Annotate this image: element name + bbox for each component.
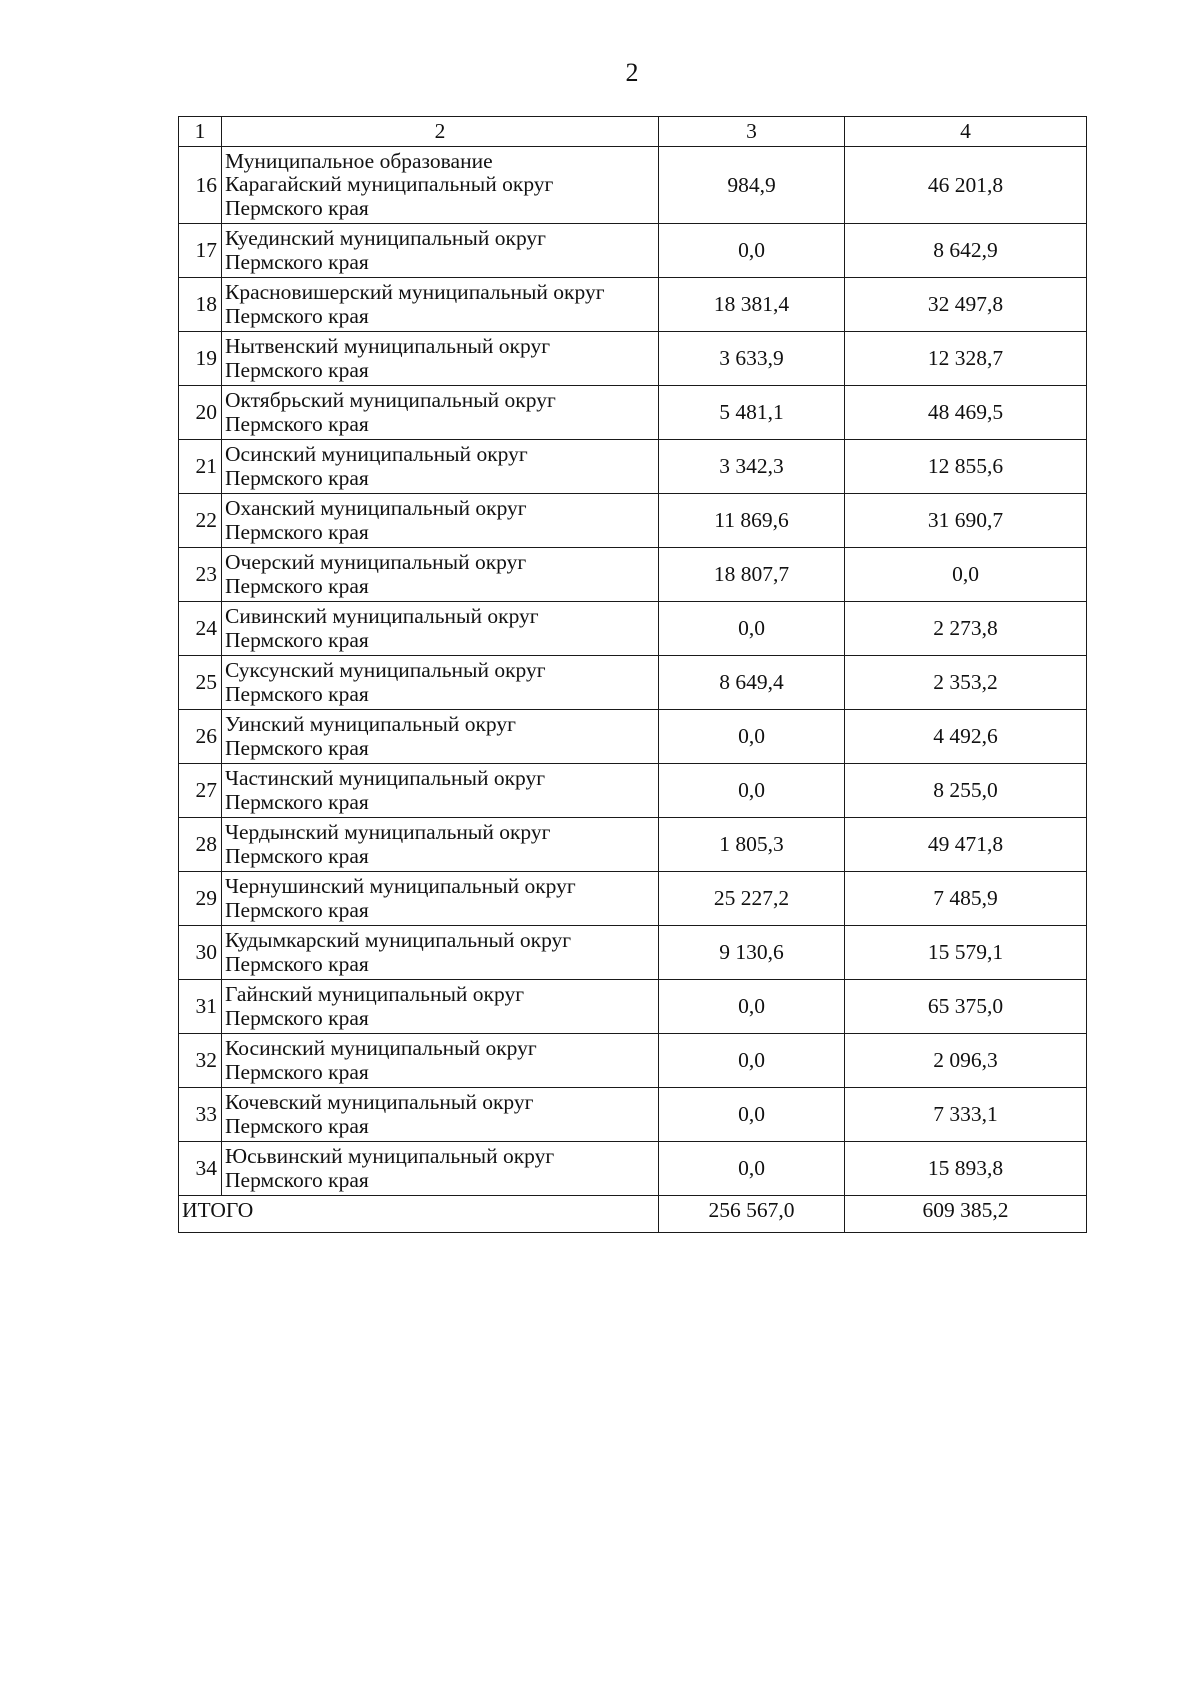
column-3-value: 9 130,6 (659, 926, 845, 980)
table-row (179, 656, 1087, 710)
row-number: 25 (179, 656, 222, 710)
municipality-name-line: Чердынский муниципальный округ (225, 820, 551, 845)
allocation-table (178, 116, 1087, 1233)
column-3-value: 0,0 (659, 764, 845, 818)
municipality-name-line: Косинский муниципальный округ (225, 1036, 537, 1061)
row-number: 24 (179, 602, 222, 656)
municipality-name (222, 494, 659, 548)
table-row (179, 1142, 1087, 1196)
column-header-4: 4 (845, 117, 1087, 147)
column-3-value: 0,0 (659, 224, 845, 278)
row-number: 21 (179, 440, 222, 494)
column-4-value: 12 855,6 (845, 440, 1087, 494)
column-3-value: 1 805,3 (659, 818, 845, 872)
municipality-name-line: Пермского края (225, 519, 369, 544)
municipality-name-line: Пермского края (225, 249, 369, 274)
column-4-value: 4 492,6 (845, 710, 1087, 764)
row-number: 32 (179, 1034, 222, 1088)
municipality-name-line: Пермского края (225, 735, 369, 760)
municipality-name-line: Муниципальное образование (225, 149, 493, 174)
municipality-name (222, 818, 659, 872)
table-header-row (179, 117, 1087, 147)
municipality-name-line: Пермского края (225, 411, 369, 436)
row-number: 31 (179, 980, 222, 1034)
total-row (179, 1196, 1087, 1233)
municipality-name (222, 332, 659, 386)
column-header-2: 2 (222, 117, 659, 147)
row-number: 16 (179, 147, 222, 224)
municipality-name (222, 872, 659, 926)
municipality-name-line: Пермского края (225, 789, 369, 814)
municipality-name-line: Нытвенский муниципальный округ (225, 334, 551, 359)
row-number: 28 (179, 818, 222, 872)
municipality-name-line: Пермского края (225, 1113, 369, 1138)
column-3-value: 0,0 (659, 1034, 845, 1088)
table-row (179, 386, 1087, 440)
column-4-value: 12 328,7 (845, 332, 1087, 386)
column-3-value: 3 633,9 (659, 332, 845, 386)
municipality-name-line: Юсьвинский муниципальный округ (225, 1144, 555, 1169)
municipality-name-line: Уинский муниципальный округ (225, 712, 516, 737)
municipality-name (222, 602, 659, 656)
table-row (179, 278, 1087, 332)
municipality-name (222, 548, 659, 602)
municipality-name (222, 224, 659, 278)
column-4-value: 32 497,8 (845, 278, 1087, 332)
row-number: 30 (179, 926, 222, 980)
table-row (179, 764, 1087, 818)
table-row (179, 332, 1087, 386)
column-4-value: 49 471,8 (845, 818, 1087, 872)
municipality-name-line: Куединский муниципальный округ (225, 226, 546, 251)
column-4-value: 8 642,9 (845, 224, 1087, 278)
column-4-value: 65 375,0 (845, 980, 1087, 1034)
municipality-name-line: Пермского края (225, 951, 369, 976)
municipality-name (222, 710, 659, 764)
total-column-4: 609 385,2 (845, 1196, 1087, 1233)
municipality-name-line: Пермского края (225, 465, 369, 490)
row-number: 20 (179, 386, 222, 440)
column-4-value: 46 201,8 (845, 147, 1087, 224)
column-header-3: 3 (659, 117, 845, 147)
column-4-value: 0,0 (845, 548, 1087, 602)
table-row (179, 1088, 1087, 1142)
municipality-name-line: Октябрьский муниципальный округ (225, 388, 556, 413)
municipality-name-line: Частинский муниципальный округ (225, 766, 546, 791)
table-body (179, 117, 1087, 1233)
column-4-value: 2 353,2 (845, 656, 1087, 710)
municipality-name-line: Пермского края (225, 1167, 369, 1192)
municipality-name (222, 926, 659, 980)
table-row (179, 980, 1087, 1034)
municipality-name-line: Карагайский муниципальный округ (225, 172, 554, 197)
column-3-value: 0,0 (659, 980, 845, 1034)
row-number: 19 (179, 332, 222, 386)
municipality-name-line: Пермского края (225, 195, 369, 220)
column-4-value: 8 255,0 (845, 764, 1087, 818)
row-number: 17 (179, 224, 222, 278)
column-3-value: 984,9 (659, 147, 845, 224)
column-4-value: 7 485,9 (845, 872, 1087, 926)
municipality-name-line: Сивинский муниципальный округ (225, 604, 539, 629)
row-number: 34 (179, 1142, 222, 1196)
column-4-value: 2 096,3 (845, 1034, 1087, 1088)
municipality-name (222, 764, 659, 818)
total-label: ИТОГО (179, 1196, 659, 1233)
municipality-name (222, 278, 659, 332)
column-4-value: 2 273,8 (845, 602, 1087, 656)
municipality-name-line: Красновишерский муниципальный округ (225, 280, 605, 305)
row-number: 33 (179, 1088, 222, 1142)
municipality-name-line: Пермского края (225, 897, 369, 922)
row-number: 27 (179, 764, 222, 818)
column-4-value: 15 579,1 (845, 926, 1087, 980)
column-3-value: 11 869,6 (659, 494, 845, 548)
table-row (179, 224, 1087, 278)
row-number: 26 (179, 710, 222, 764)
column-3-value: 8 649,4 (659, 656, 845, 710)
page-number: 2 (625, 58, 639, 87)
column-3-value: 25 227,2 (659, 872, 845, 926)
municipality-name-line: Очерский муниципальный округ (225, 550, 527, 575)
table-row (179, 1034, 1087, 1088)
municipality-name-line: Пермского края (225, 573, 369, 598)
municipality-name-line: Кудымкарский муниципальный округ (225, 928, 572, 953)
municipality-name (222, 656, 659, 710)
total-column-3: 256 567,0 (659, 1196, 845, 1233)
column-3-value: 0,0 (659, 1088, 845, 1142)
column-3-value: 0,0 (659, 602, 845, 656)
column-3-value: 0,0 (659, 710, 845, 764)
table-row (179, 147, 1087, 224)
row-number: 18 (179, 278, 222, 332)
municipality-name-line: Пермского края (225, 843, 369, 868)
municipality-name (222, 1142, 659, 1196)
municipality-name-line: Чернушинский муниципальный округ (225, 874, 576, 899)
column-4-value: 7 333,1 (845, 1088, 1087, 1142)
municipality-name (222, 386, 659, 440)
column-3-value: 5 481,1 (659, 386, 845, 440)
table-row (179, 494, 1087, 548)
municipality-name-line: Пермского края (225, 357, 369, 382)
column-4-value: 31 690,7 (845, 494, 1087, 548)
municipality-name-line: Оханский муниципальный округ (225, 496, 527, 521)
municipality-name (222, 147, 659, 224)
municipality-name-line: Пермского края (225, 303, 369, 328)
row-number: 22 (179, 494, 222, 548)
municipality-name-line: Пермского края (225, 1059, 369, 1084)
municipality-name-line: Осинский муниципальный округ (225, 442, 528, 467)
table-row (179, 440, 1087, 494)
municipality-name (222, 1034, 659, 1088)
table-row (179, 926, 1087, 980)
column-3-value: 18 381,4 (659, 278, 845, 332)
municipality-name-line: Пермского края (225, 1005, 369, 1030)
table-row (179, 710, 1087, 764)
municipality-name-line: Кочевский муниципальный округ (225, 1090, 534, 1115)
table-row (179, 548, 1087, 602)
municipality-name (222, 980, 659, 1034)
municipality-name (222, 1088, 659, 1142)
table-row (179, 818, 1087, 872)
table-row (179, 602, 1087, 656)
municipality-name (222, 440, 659, 494)
column-4-value: 48 469,5 (845, 386, 1087, 440)
municipality-name-line: Гайнский муниципальный округ (225, 982, 525, 1007)
row-number: 29 (179, 872, 222, 926)
municipality-name-line: Пермского края (225, 627, 369, 652)
table-row (179, 872, 1087, 926)
column-4-value: 15 893,8 (845, 1142, 1087, 1196)
municipality-name-line: Пермского края (225, 681, 369, 706)
column-3-value: 0,0 (659, 1142, 845, 1196)
municipality-name-line: Суксунский муниципальный округ (225, 658, 546, 683)
column-header-1: 1 (179, 117, 222, 147)
column-3-value: 18 807,7 (659, 548, 845, 602)
row-number: 23 (179, 548, 222, 602)
column-3-value: 3 342,3 (659, 440, 845, 494)
